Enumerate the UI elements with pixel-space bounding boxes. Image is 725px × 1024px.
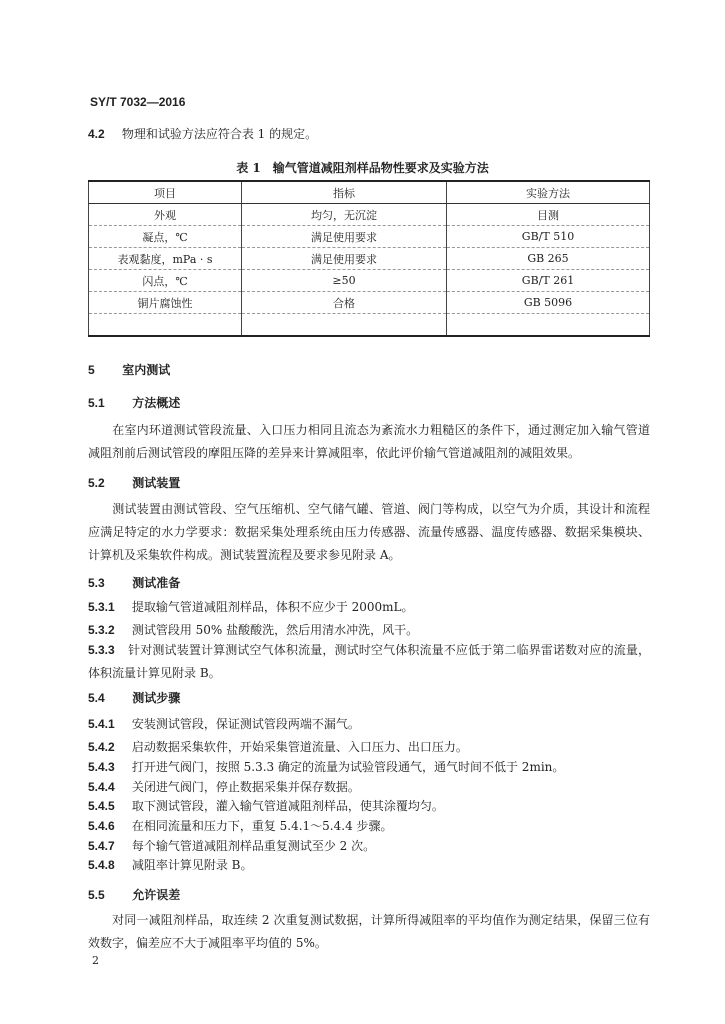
section-5-5-body xyxy=(88,909,650,955)
clause-number: 5.4.3 xyxy=(88,760,115,774)
section-number: 5.2 xyxy=(88,476,105,490)
section-5-heading xyxy=(88,363,170,377)
clause-number: 5.3.3 xyxy=(88,643,115,657)
table-cell xyxy=(242,314,447,337)
section-5-2-body xyxy=(88,498,650,567)
table-cell: 表观黏度，mPa · s xyxy=(89,248,242,270)
section-title: 室内测试 xyxy=(122,363,171,377)
section-number: 5 xyxy=(88,363,95,377)
clause-number: 4.2 xyxy=(88,127,105,141)
clause-text: 打开进气阀门，按照 5.3.3 确定的流量为试验管段通气，通气时间不低于 2min。 xyxy=(131,760,565,774)
section-title: 方法概述 xyxy=(132,396,181,410)
clause-5-4-8 xyxy=(88,858,252,872)
clause-text: 启动数据采集软件，开始采集管道流量、入口压力、出口压力。 xyxy=(131,740,468,754)
table-row xyxy=(89,270,650,292)
table-row xyxy=(89,226,650,248)
table-cell: GB/T 510 xyxy=(447,226,650,248)
table-cell: 闪点，℃ xyxy=(89,270,242,292)
table-cell: GB 5096 xyxy=(447,292,650,314)
clause-4-2 xyxy=(88,127,317,141)
clause-text: 在相同流量和压力下，重复 5.4.1～5.4.4 步骤。 xyxy=(131,819,393,833)
section-number: 5.5 xyxy=(88,888,105,902)
section-title: 允许误差 xyxy=(132,888,181,902)
table-cell xyxy=(89,314,242,337)
section-number: 5.1 xyxy=(88,396,105,410)
section-5-2-heading xyxy=(88,476,180,490)
clause-number: 5.3.2 xyxy=(88,623,115,637)
section-title: 测试装置 xyxy=(132,476,181,490)
paragraph-text: 对同一减阻剂样品，取连续 2 次重复测试数据，计算所得减阻率的平均值作为测定结果，保留三位有效数字，偏差应不大于减阻率平均值的 5%。 xyxy=(88,913,650,950)
clause-text: 针对测试装置计算测试空气体积流量，测试时空气体积流量不应低于第二临界雷诺数对应的流量，体积流量计算见附录 B。 xyxy=(88,643,650,680)
table-row xyxy=(89,314,650,337)
clause-5-4-4 xyxy=(88,780,360,794)
clause-number: 5.4.7 xyxy=(88,839,115,853)
clause-5-3-2 xyxy=(88,623,418,637)
table-row xyxy=(89,204,650,226)
clause-5-4-5 xyxy=(88,799,444,813)
table-cell: 铜片腐蚀性 xyxy=(89,292,242,314)
section-5-5-heading xyxy=(88,888,180,902)
clause-5-4-3 xyxy=(88,760,564,774)
clause-text: 每个输气管道减阻剂样品重复测试至少 2 次。 xyxy=(131,839,376,853)
table-cell: GB/T 261 xyxy=(447,270,650,292)
section-title: 测试步骤 xyxy=(132,691,181,705)
table-cell: 外观 xyxy=(89,204,242,226)
section-5-1-body xyxy=(88,419,650,465)
clause-number: 5.4.5 xyxy=(88,799,115,813)
clause-5-3-1 xyxy=(88,600,414,614)
clause-text: 减阻率计算见附录 B。 xyxy=(131,858,253,872)
column-header: 项目 xyxy=(89,181,242,204)
clause-text: 测试管段用 50% 盐酸酸洗，然后用清水冲洗，风干。 xyxy=(131,623,419,637)
clause-text: 取下测试管段，灌入输气管道减阻剂样品，使其涂覆均匀。 xyxy=(131,799,444,813)
table-cell: 目测 xyxy=(447,204,650,226)
section-number: 5.3 xyxy=(88,576,105,590)
column-header: 实验方法 xyxy=(447,181,650,204)
section-5-3-heading xyxy=(88,576,180,590)
clause-number: 5.3.1 xyxy=(88,600,115,614)
section-number: 5.4 xyxy=(88,691,105,705)
paragraph-text: 测试装置由测试管段、空气压缩机、空气储气罐、管道、阀门等构成，以空气为介质，其设计和流程应满足特定的水力学要求：数据采集处理系统由压力传感器、流量传感器、温度传感器、数据采集模块、计算机及采集软件构成。测试装置流程及要求参见附录 A。 xyxy=(88,502,650,562)
table-title: 表 1 输气管道减阻剂样品物性要求及实验方法 xyxy=(236,161,489,175)
section-5-1-heading xyxy=(88,396,180,410)
table-header-row xyxy=(89,181,650,204)
clause-number: 5.4.6 xyxy=(88,819,115,833)
section-title: 测试准备 xyxy=(132,576,181,590)
clause-text: 关闭进气阀门，停止数据采集并保存数据。 xyxy=(131,780,360,794)
table-cell: GB 265 xyxy=(447,248,650,270)
clause-5-4-2 xyxy=(88,740,468,754)
table-cell: 凝点，℃ xyxy=(89,226,242,248)
clause-5-4-1 xyxy=(88,717,360,731)
section-5-4-heading xyxy=(88,691,180,705)
clause-5-4-6 xyxy=(88,819,393,833)
table-cell: 均匀，无沉淀 xyxy=(242,204,447,226)
table-cell xyxy=(447,314,650,337)
table-cell: 满足使用要求 xyxy=(242,248,447,270)
clause-number: 5.4.4 xyxy=(88,780,115,794)
paragraph-text: 在室内环道测试管段流量、入口压力相同且流态为紊流水力粗糙区的条件下，通过测定加入输气管道减阻剂前后测试管段的摩阻压降的差异来计算减阻率，依此评价输气管道减阻剂的减阻效果。 xyxy=(88,423,650,460)
clause-5-3-3 xyxy=(88,639,650,685)
clause-text: 安装测试管段，保证测试管段两端不漏气。 xyxy=(131,717,360,731)
table-row xyxy=(89,248,650,270)
column-header: 指标 xyxy=(242,181,447,204)
property-table xyxy=(88,180,650,337)
clause-text: 提取输气管道减阻剂样品，体积不应少于 2000mL。 xyxy=(131,600,414,614)
table-cell: ≥50 xyxy=(242,270,447,292)
table-row xyxy=(89,292,650,314)
clause-5-4-7 xyxy=(88,839,375,853)
clause-number: 5.4.1 xyxy=(88,717,115,731)
standard-code: SY/T 7032—2016 xyxy=(90,95,186,109)
table-cell: 满足使用要求 xyxy=(242,226,447,248)
table-cell: 合格 xyxy=(242,292,447,314)
clause-number: 5.4.2 xyxy=(88,740,115,754)
page-number: 2 xyxy=(92,954,99,967)
clause-text: 物理和试验方法应符合表 1 的规定。 xyxy=(121,127,318,141)
clause-number: 5.4.8 xyxy=(88,858,115,872)
